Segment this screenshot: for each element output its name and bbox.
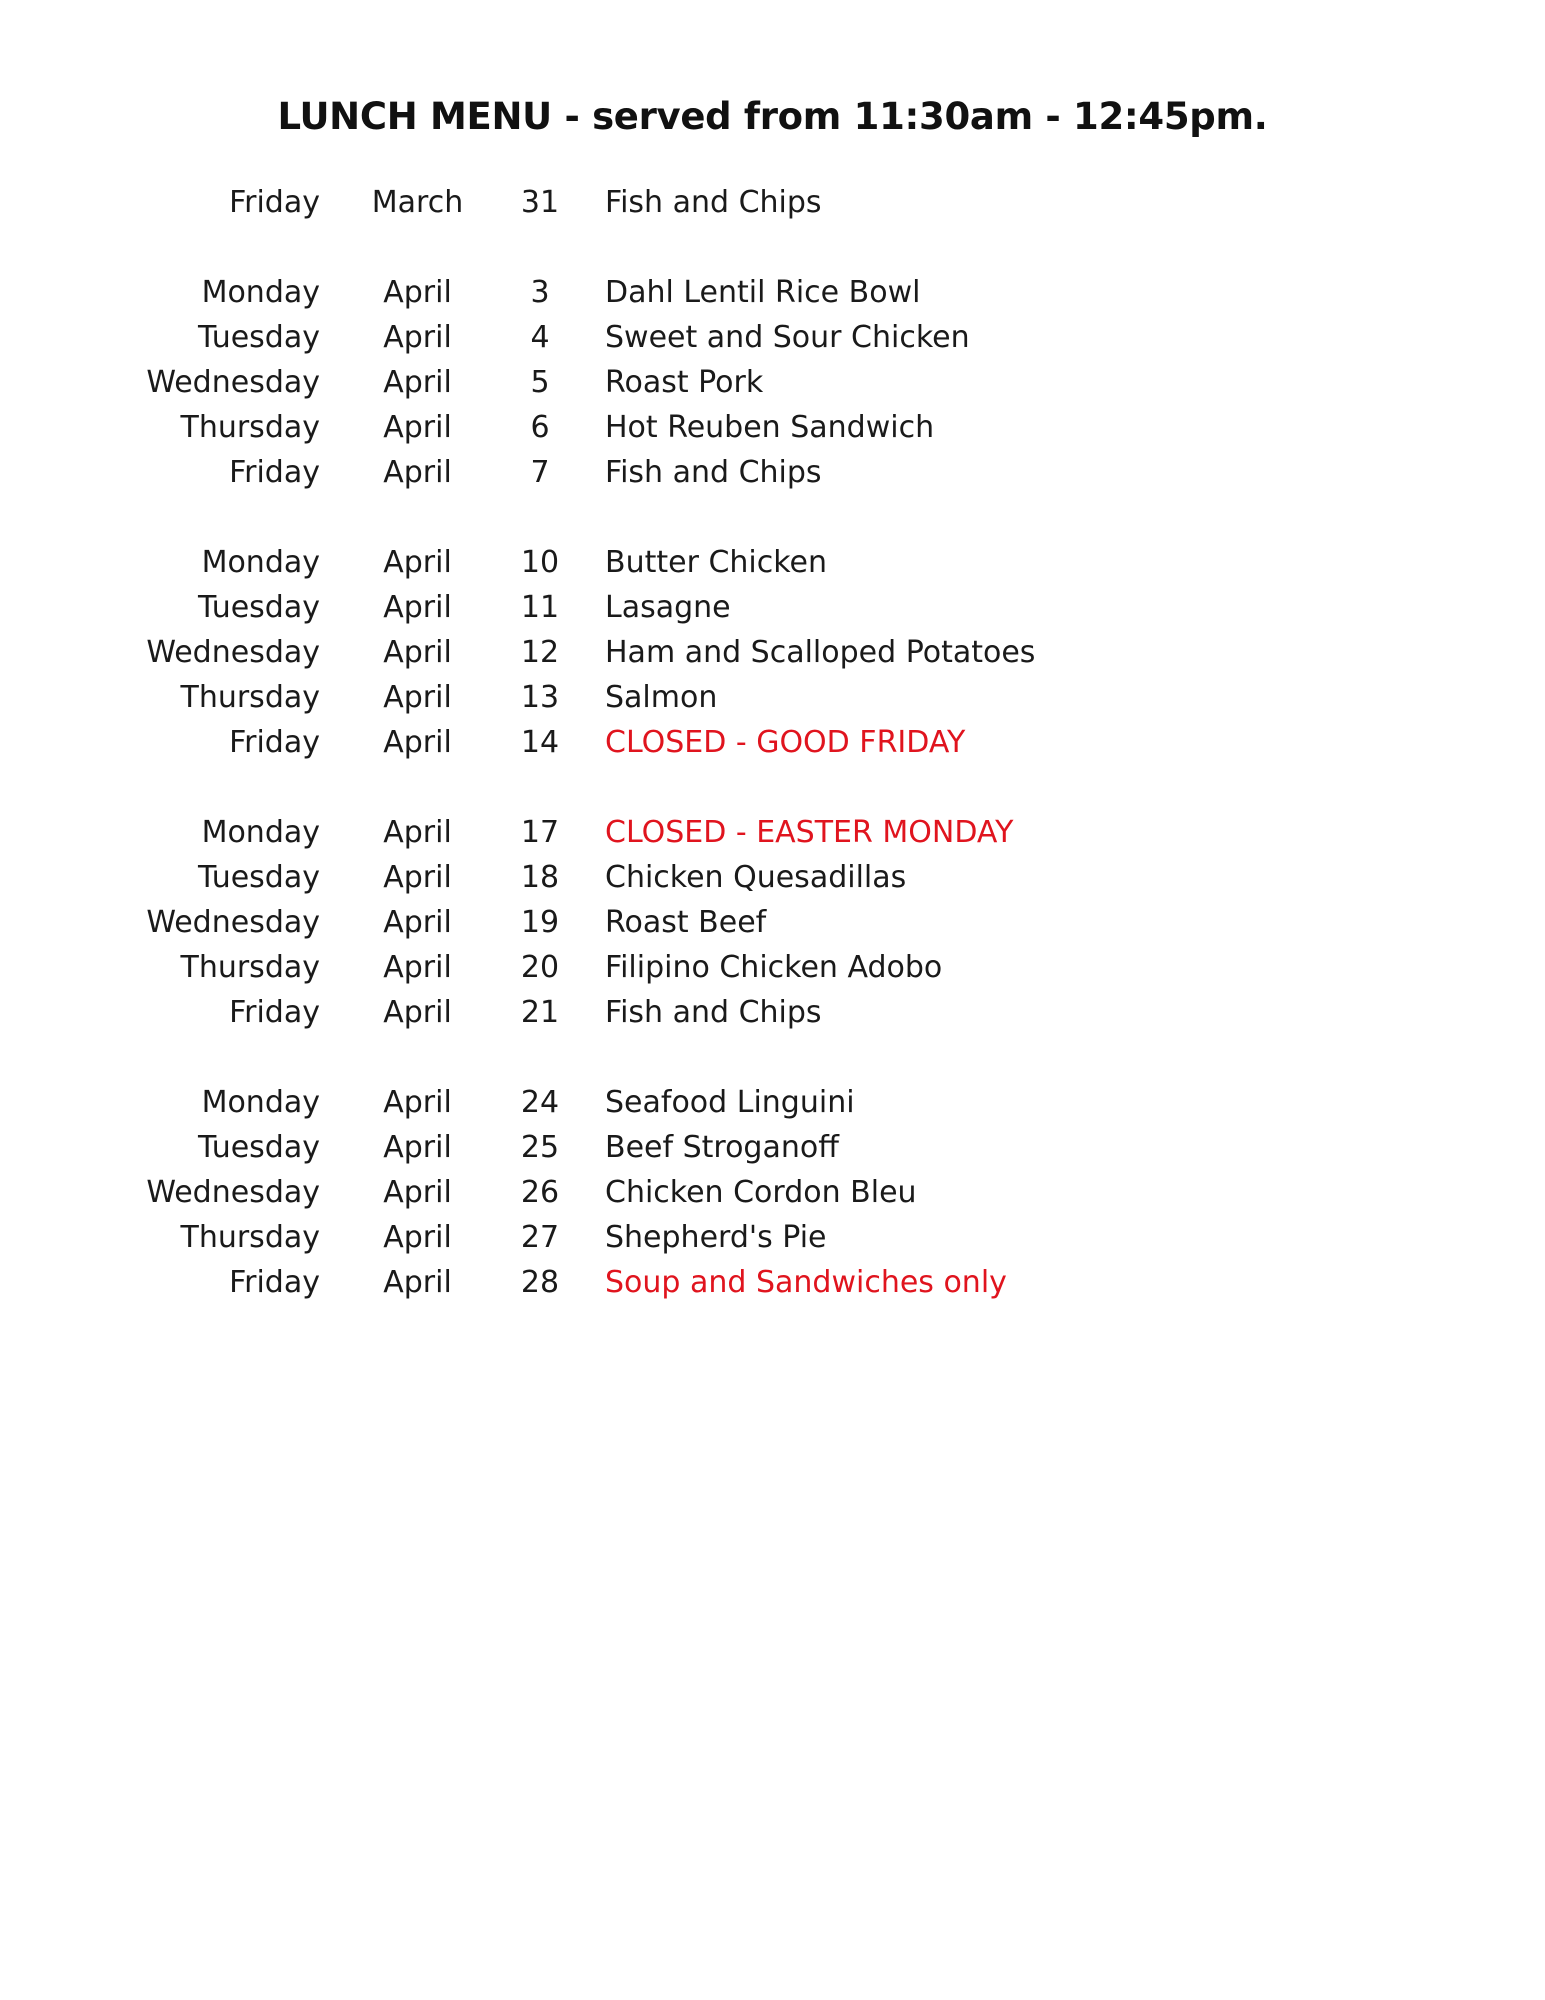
- day-name: Monday: [201, 545, 320, 580]
- month-name: April: [383, 725, 452, 760]
- day-name: Friday: [229, 1265, 320, 1300]
- month-name: April: [383, 635, 452, 670]
- day-of-month: 19: [520, 905, 560, 940]
- day-name: Thursday: [180, 1220, 320, 1255]
- day-of-month: 26: [520, 1175, 560, 1210]
- dish-name: Sweet and Sour Chicken: [605, 320, 970, 355]
- month-name: April: [383, 455, 452, 490]
- day-name: Thursday: [180, 950, 320, 985]
- month-name: April: [383, 545, 452, 580]
- day-of-month: 6: [530, 410, 550, 445]
- day-of-month: 10: [520, 545, 560, 580]
- day-of-month: 14: [520, 725, 560, 760]
- month-name: April: [383, 275, 452, 310]
- day-of-month: 27: [520, 1220, 560, 1255]
- menu-row: [0, 540, 1545, 585]
- month-name: April: [383, 365, 452, 400]
- day-name: Tuesday: [197, 320, 320, 355]
- menu-row: [0, 405, 1545, 450]
- dish-name: Ham and Scalloped Potatoes: [605, 635, 1036, 670]
- day-name: Wednesday: [146, 635, 320, 670]
- month-name: April: [383, 1085, 452, 1120]
- day-of-month: 31: [520, 185, 560, 220]
- month-name: April: [383, 860, 452, 895]
- day-name: Wednesday: [146, 1175, 320, 1210]
- menu-row: [0, 1125, 1545, 1170]
- month-name: April: [383, 1175, 452, 1210]
- dish-name: Roast Beef: [605, 905, 767, 940]
- day-name: Thursday: [180, 680, 320, 715]
- dish-name: Salmon: [605, 680, 718, 715]
- day-name: Friday: [229, 455, 320, 490]
- menu-row: [0, 990, 1545, 1035]
- notice-text: CLOSED - EASTER MONDAY: [605, 815, 1014, 850]
- month-name: April: [383, 1265, 452, 1300]
- menu-row: [0, 180, 1545, 225]
- day-of-month: 3: [530, 275, 550, 310]
- month-name: April: [383, 1220, 452, 1255]
- dish-name: Butter Chicken: [605, 545, 828, 580]
- day-of-month: 28: [520, 1265, 560, 1300]
- menu-row: [0, 810, 1545, 855]
- dish-name: Dahl Lentil Rice Bowl: [605, 275, 921, 310]
- menu-row: [0, 315, 1545, 360]
- dish-name: Roast Pork: [605, 365, 764, 400]
- menu-week: [0, 1080, 1545, 1305]
- menu-row: [0, 585, 1545, 630]
- day-name: Wednesday: [146, 905, 320, 940]
- menu-week: [0, 180, 1545, 225]
- page-title: LUNCH MENU - served from 11:30am - 12:45pm.: [277, 95, 1268, 138]
- menu-row: [0, 855, 1545, 900]
- dish-name: Chicken Cordon Bleu: [605, 1175, 917, 1210]
- day-name: Tuesday: [197, 590, 320, 625]
- menu-row: [0, 450, 1545, 495]
- day-name: Tuesday: [197, 1130, 320, 1165]
- dish-name: Lasagne: [605, 590, 731, 625]
- day-of-month: 12: [520, 635, 560, 670]
- dish-name: Fish and Chips: [605, 455, 822, 490]
- menu-row: [0, 945, 1545, 990]
- dish-name: Fish and Chips: [605, 995, 822, 1030]
- menu-row: [0, 900, 1545, 945]
- day-name: Friday: [229, 725, 320, 760]
- dish-name: Beef Stroganoff: [605, 1130, 839, 1165]
- month-name: April: [383, 815, 452, 850]
- month-name: March: [371, 185, 464, 220]
- day-of-month: 4: [530, 320, 550, 355]
- day-name: Friday: [229, 995, 320, 1030]
- month-name: April: [383, 680, 452, 715]
- day-of-month: 13: [520, 680, 560, 715]
- menu-week: [0, 810, 1545, 1035]
- day-of-month: 20: [520, 950, 560, 985]
- notice-text: Soup and Sandwiches only: [605, 1265, 1007, 1300]
- menu-schedule: [0, 180, 1545, 1350]
- day-name: Tuesday: [197, 860, 320, 895]
- menu-row: [0, 720, 1545, 765]
- menu-row: [0, 1260, 1545, 1305]
- day-of-month: 18: [520, 860, 560, 895]
- day-of-month: 24: [520, 1085, 560, 1120]
- menu-row: [0, 1215, 1545, 1260]
- day-name: Monday: [201, 815, 320, 850]
- month-name: April: [383, 905, 452, 940]
- day-name: Wednesday: [146, 365, 320, 400]
- dish-name: Chicken Quesadillas: [605, 860, 907, 895]
- day-of-month: 25: [520, 1130, 560, 1165]
- month-name: April: [383, 1130, 452, 1165]
- month-name: April: [383, 410, 452, 445]
- day-of-month: 17: [520, 815, 560, 850]
- dish-name: Fish and Chips: [605, 185, 822, 220]
- month-name: April: [383, 950, 452, 985]
- day-name: Monday: [201, 275, 320, 310]
- menu-row: [0, 270, 1545, 315]
- dish-name: Shepherd's Pie: [605, 1220, 827, 1255]
- menu-week: [0, 270, 1545, 495]
- menu-row: [0, 360, 1545, 405]
- menu-row: [0, 1170, 1545, 1215]
- day-of-month: 5: [530, 365, 550, 400]
- menu-row: [0, 675, 1545, 720]
- day-name: Thursday: [180, 410, 320, 445]
- menu-week: [0, 540, 1545, 765]
- day-of-month: 11: [520, 590, 560, 625]
- notice-text: CLOSED - GOOD FRIDAY: [605, 725, 966, 760]
- menu-row: [0, 1080, 1545, 1125]
- month-name: April: [383, 995, 452, 1030]
- day-of-month: 7: [530, 455, 550, 490]
- dish-name: Hot Reuben Sandwich: [605, 410, 935, 445]
- day-of-month: 21: [520, 995, 560, 1030]
- dish-name: Seafood Linguini: [605, 1085, 855, 1120]
- month-name: April: [383, 590, 452, 625]
- month-name: April: [383, 320, 452, 355]
- day-name: Friday: [229, 185, 320, 220]
- day-name: Monday: [201, 1085, 320, 1120]
- menu-row: [0, 630, 1545, 675]
- dish-name: Filipino Chicken Adobo: [605, 950, 943, 985]
